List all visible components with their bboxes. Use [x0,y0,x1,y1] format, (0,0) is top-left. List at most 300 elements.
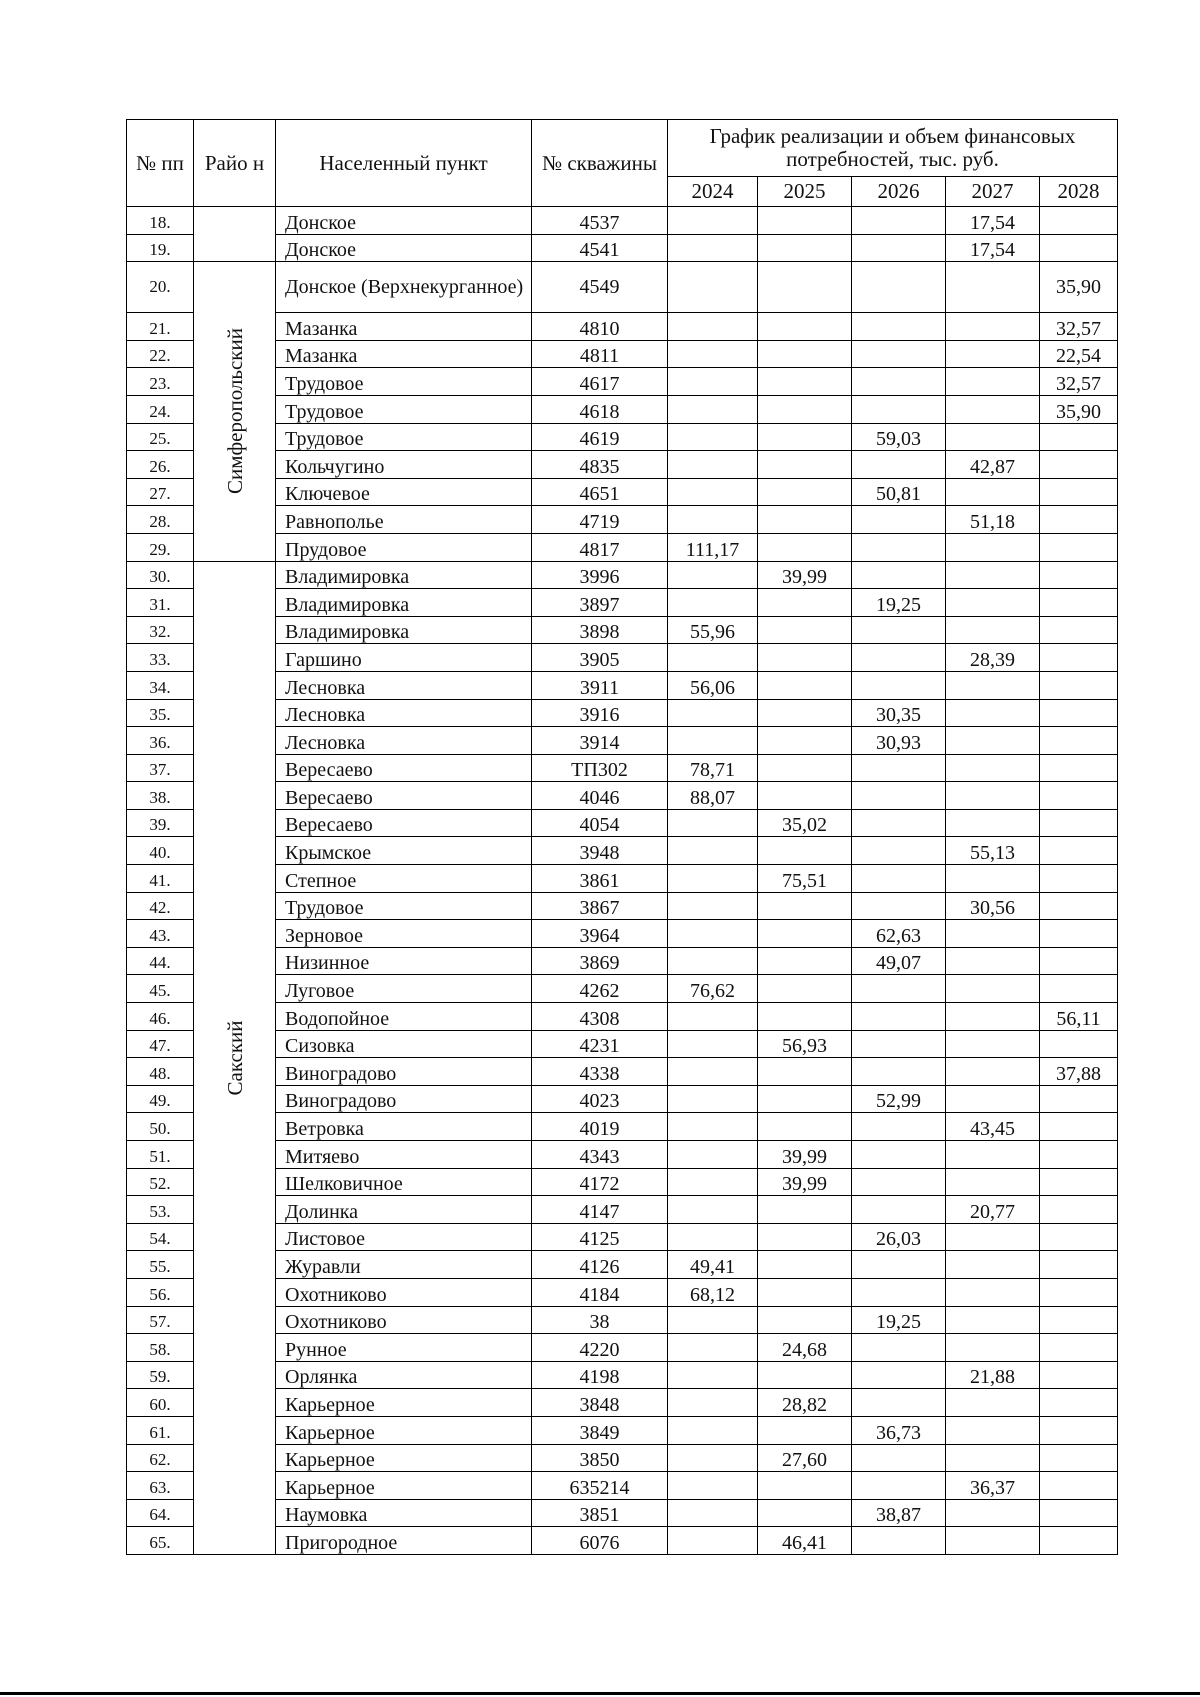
cost-2024 [668,1527,758,1555]
cost-2027 [946,561,1040,589]
header-year-2024: 2024 [668,177,758,207]
cost-2027 [946,533,1040,561]
cost-2025 [758,1113,852,1141]
cost-2027 [946,1030,1040,1058]
cost-2025 [758,1361,852,1389]
well-number: 3914 [532,727,668,755]
cost-2025: 75,51 [758,865,852,893]
row-number: 23. [127,368,194,396]
cost-2027: 36,37 [946,1472,1040,1500]
well-number: 3964 [532,920,668,948]
cost-2025 [758,1472,852,1500]
cost-2026 [852,782,946,810]
settlement-name: Прудовое [276,533,532,561]
cost-2024 [668,920,758,948]
cost-2028 [1040,533,1118,561]
cost-2027 [946,782,1040,810]
cost-2026 [852,1168,946,1196]
row-number: 33. [127,644,194,672]
cost-2025 [758,478,852,506]
row-number: 36. [127,727,194,755]
cost-2026 [852,1278,946,1306]
row-number: 43. [127,920,194,948]
row-number: 19. [127,234,194,262]
cost-2024 [668,451,758,479]
row-number: 47. [127,1030,194,1058]
cost-2025 [758,947,852,975]
cost-2024 [668,1499,758,1527]
settlement-name: Донское [276,234,532,262]
cost-2027 [946,1527,1040,1555]
cost-2027 [946,1444,1040,1472]
cost-2024 [668,313,758,341]
cost-2025: 39,99 [758,1141,852,1169]
cost-2025 [758,616,852,644]
cost-2025: 39,99 [758,1168,852,1196]
cost-2024: 78,71 [668,754,758,782]
settlement-name: Гаршино [276,644,532,672]
district-name: Сакский [222,1020,247,1096]
cost-2026 [852,395,946,423]
cost-2027 [946,1389,1040,1417]
settlement-name: Трудовое [276,892,532,920]
well-number: 3851 [532,1499,668,1527]
cost-2026: 49,07 [852,947,946,975]
cost-2026: 52,99 [852,1085,946,1113]
well-number: 4338 [532,1058,668,1086]
cost-2024 [668,865,758,893]
row-number: 28. [127,506,194,534]
well-number: 3850 [532,1444,668,1472]
cost-2028 [1040,1223,1118,1251]
cost-2027 [946,1141,1040,1169]
row-number: 40. [127,837,194,865]
cost-2024 [668,368,758,396]
settlement-name: Низинное [276,947,532,975]
row-number: 39. [127,809,194,837]
settlement-name: Журавли [276,1251,532,1279]
cost-2026 [852,451,946,479]
well-number: 4541 [532,234,668,262]
cost-2024: 111,17 [668,533,758,561]
row-number: 61. [127,1416,194,1444]
cost-2024 [668,506,758,534]
cost-2025 [758,423,852,451]
cost-2025: 56,93 [758,1030,852,1058]
cost-2028 [1040,1306,1118,1334]
cost-2027 [946,920,1040,948]
well-number: 3996 [532,561,668,589]
cost-2026 [852,313,946,341]
cost-2026 [852,671,946,699]
cost-2027 [946,809,1040,837]
cost-2025 [758,1416,852,1444]
cost-2028 [1040,616,1118,644]
settlement-name: Шелковичное [276,1168,532,1196]
cost-2026 [852,1058,946,1086]
well-number: 4537 [532,207,668,235]
cost-2027 [946,1416,1040,1444]
cost-2026: 19,25 [852,1306,946,1334]
well-number: ТП302 [532,754,668,782]
well-number: 4220 [532,1334,668,1362]
cost-2026 [852,754,946,782]
cost-2025 [758,920,852,948]
cost-2026 [852,865,946,893]
cost-2024 [668,1030,758,1058]
well-number: 3916 [532,699,668,727]
cost-2027: 20,77 [946,1196,1040,1224]
settlement-name: Крымское [276,837,532,865]
well-number: 4308 [532,1003,668,1031]
cost-2028 [1040,975,1118,1003]
cost-2028: 56,11 [1040,1003,1118,1031]
cost-2028 [1040,1361,1118,1389]
cost-2024 [668,699,758,727]
settlement-name: Сизовка [276,1030,532,1058]
row-number: 55. [127,1251,194,1279]
well-number: 4126 [532,1251,668,1279]
cost-2024 [668,1334,758,1362]
cost-2026 [852,1196,946,1224]
settlement-name: Охотниково [276,1306,532,1334]
settlement-name: Владимировка [276,561,532,589]
cost-2028 [1040,234,1118,262]
cost-2026: 62,63 [852,920,946,948]
row-number: 44. [127,947,194,975]
cost-2028 [1040,1085,1118,1113]
table-row [127,262,1118,313]
cost-2024 [668,1223,758,1251]
settlement-name: Пригородное [276,1527,532,1555]
cost-2027: 17,54 [946,207,1040,235]
cost-2024 [668,340,758,368]
cost-2028: 22,54 [1040,340,1118,368]
settlement-name: Наумовка [276,1499,532,1527]
cost-2027 [946,1334,1040,1362]
well-number: 3897 [532,589,668,617]
cost-2024 [668,1444,758,1472]
cost-2026 [852,1003,946,1031]
settlement-name: Виноградово [276,1085,532,1113]
row-number: 32. [127,616,194,644]
row-number: 26. [127,451,194,479]
cost-2028 [1040,865,1118,893]
cost-2028 [1040,809,1118,837]
settlement-name: Карьерное [276,1444,532,1472]
cost-2027 [946,423,1040,451]
row-number: 45. [127,975,194,1003]
cost-2027 [946,589,1040,617]
cost-2025: 46,41 [758,1527,852,1555]
cost-2026 [852,892,946,920]
cost-2024 [668,207,758,235]
cost-2024 [668,1472,758,1500]
cost-2027 [946,1251,1040,1279]
well-number: 3848 [532,1389,668,1417]
header-number: № пп [127,120,194,207]
cost-2025: 28,82 [758,1389,852,1417]
settlement-name: Равнополье [276,506,532,534]
cost-2024 [668,947,758,975]
cost-2028 [1040,478,1118,506]
row-number: 29. [127,533,194,561]
district-cell-blank [194,207,276,262]
cost-2025 [758,837,852,865]
header-schedule: График реализации и объем финансовых потребностей, тыс. руб. [668,120,1118,177]
cost-2027 [946,262,1040,313]
row-number: 62. [127,1444,194,1472]
row-number: 38. [127,782,194,810]
cost-2024: 49,41 [668,1251,758,1279]
cost-2027 [946,671,1040,699]
table-row [127,561,1118,589]
header-district: Райо н [194,120,276,207]
cost-2024 [668,1196,758,1224]
cost-2025 [758,1251,852,1279]
cost-2024 [668,234,758,262]
settlement-name: Ветровка [276,1113,532,1141]
cost-2027: 30,56 [946,892,1040,920]
cost-2025 [758,451,852,479]
cost-2027 [946,340,1040,368]
settlement-name: Охотниково [276,1278,532,1306]
district-cell-simferopol [194,262,276,561]
cost-2028: 37,88 [1040,1058,1118,1086]
cost-2026: 36,73 [852,1416,946,1444]
well-number: 4810 [532,313,668,341]
settlement-name: Трудовое [276,423,532,451]
settlement-name: Вересаево [276,809,532,837]
cost-2027 [946,1168,1040,1196]
cost-2028 [1040,1334,1118,1362]
settlement-name: Степное [276,865,532,893]
bottom-rule [0,1692,1200,1695]
cost-2025 [758,533,852,561]
cost-2027 [946,1003,1040,1031]
settlement-name: Луговое [276,975,532,1003]
cost-2026 [852,1141,946,1169]
well-number: 3905 [532,644,668,672]
cost-2025 [758,207,852,235]
cost-2028 [1040,1196,1118,1224]
well-number: 4184 [532,1278,668,1306]
well-number: 4125 [532,1223,668,1251]
row-number: 41. [127,865,194,893]
cost-2025 [758,340,852,368]
cost-2026: 30,35 [852,699,946,727]
settlement-name: Ключевое [276,478,532,506]
cost-2025 [758,1058,852,1086]
cost-2025 [758,395,852,423]
header-year-2026: 2026 [852,177,946,207]
cost-2027 [946,1278,1040,1306]
cost-2025: 35,02 [758,809,852,837]
cost-2026 [852,533,946,561]
row-number: 59. [127,1361,194,1389]
cost-2024 [668,1085,758,1113]
cost-2027 [946,478,1040,506]
cost-2026 [852,340,946,368]
cost-2027: 51,18 [946,506,1040,534]
well-number: 6076 [532,1527,668,1555]
cost-2028 [1040,727,1118,755]
cost-2028 [1040,947,1118,975]
cost-2027 [946,754,1040,782]
row-number: 30. [127,561,194,589]
table-row [127,207,1118,235]
cost-2027: 17,54 [946,234,1040,262]
well-number: 3869 [532,947,668,975]
row-number: 24. [127,395,194,423]
cost-2024 [668,727,758,755]
cost-2028 [1040,423,1118,451]
cost-2028 [1040,1527,1118,1555]
header-year-2025: 2025 [758,177,852,207]
cost-2026 [852,561,946,589]
cost-2028 [1040,699,1118,727]
well-number: 4231 [532,1030,668,1058]
cost-2028 [1040,837,1118,865]
cost-2024 [668,262,758,313]
cost-2026: 19,25 [852,589,946,617]
cost-2028 [1040,589,1118,617]
cost-2027: 21,88 [946,1361,1040,1389]
row-number: 37. [127,754,194,782]
cost-2025 [758,1223,852,1251]
cost-2028 [1040,506,1118,534]
settlement-name: Зерновое [276,920,532,948]
table-body [127,207,1118,1555]
cost-2025 [758,589,852,617]
cost-2024 [668,561,758,589]
cost-2028 [1040,207,1118,235]
cost-2027 [946,865,1040,893]
settlement-name: Донское (Верхнекурганное) [276,262,532,313]
cost-2028 [1040,671,1118,699]
cost-2025 [758,262,852,313]
well-number: 635214 [532,1472,668,1500]
cost-2027: 28,39 [946,644,1040,672]
cost-2025 [758,892,852,920]
well-number: 4054 [532,809,668,837]
cost-2024: 88,07 [668,782,758,810]
cost-2025: 27,60 [758,1444,852,1472]
row-number: 21. [127,313,194,341]
well-number: 4023 [532,1085,668,1113]
settlement-name: Водопойное [276,1003,532,1031]
row-number: 31. [127,589,194,617]
cost-2025 [758,1003,852,1031]
settlement-name: Карьерное [276,1472,532,1500]
cost-2028 [1040,1030,1118,1058]
row-number: 65. [127,1527,194,1555]
cost-2028: 35,90 [1040,262,1118,313]
table-header [127,120,1118,207]
cost-2025 [758,727,852,755]
cost-2025 [758,368,852,396]
cost-2028 [1040,1444,1118,1472]
settlement-name: Карьерное [276,1389,532,1417]
row-number: 56. [127,1278,194,1306]
settlement-name: Владимировка [276,589,532,617]
row-number: 52. [127,1168,194,1196]
cost-2026 [852,1527,946,1555]
cost-2027 [946,1058,1040,1086]
row-number: 63. [127,1472,194,1500]
row-number: 54. [127,1223,194,1251]
cost-2027 [946,1306,1040,1334]
cost-2028: 32,57 [1040,368,1118,396]
cost-2026 [852,506,946,534]
cost-2024 [668,589,758,617]
cost-2028 [1040,782,1118,810]
cost-2027: 55,13 [946,837,1040,865]
cost-2028: 35,90 [1040,395,1118,423]
well-number: 4617 [532,368,668,396]
well-number: 4618 [532,395,668,423]
cost-2026 [852,234,946,262]
cost-2027 [946,1223,1040,1251]
cost-2028 [1040,1416,1118,1444]
well-number: 4262 [532,975,668,1003]
settlement-name: Трудовое [276,395,532,423]
well-number: 3911 [532,671,668,699]
cost-2024 [668,1141,758,1169]
cost-2024 [668,644,758,672]
well-number: 3898 [532,616,668,644]
well-number: 3948 [532,837,668,865]
cost-2024: 76,62 [668,975,758,1003]
well-number: 4619 [532,423,668,451]
cost-2024 [668,1113,758,1141]
well-number: 4046 [532,782,668,810]
well-number: 4817 [532,533,668,561]
cost-2026 [852,837,946,865]
cost-2026 [852,1472,946,1500]
well-number: 4019 [532,1113,668,1141]
district-cell-saki [194,561,276,1554]
well-number: 3861 [532,865,668,893]
settlement-name: Владимировка [276,616,532,644]
cost-2027 [946,975,1040,1003]
cost-2026 [852,262,946,313]
cost-2028 [1040,892,1118,920]
cost-2027 [946,947,1040,975]
cost-2025 [758,699,852,727]
cost-2026 [852,1361,946,1389]
cost-2024 [668,837,758,865]
cost-2024 [668,809,758,837]
well-number: 4835 [532,451,668,479]
cost-2028 [1040,754,1118,782]
row-number: 25. [127,423,194,451]
cost-2024: 55,96 [668,616,758,644]
header-settlement: Населенный пункт [276,120,532,207]
cost-2027 [946,699,1040,727]
cost-2025 [758,975,852,1003]
settlement-name: Виноградово [276,1058,532,1086]
row-number: 34. [127,671,194,699]
cost-2025 [758,1306,852,1334]
cost-2024 [668,423,758,451]
cost-2028 [1040,451,1118,479]
cost-2027 [946,727,1040,755]
financing-table [126,119,1118,1555]
well-number: 4147 [532,1196,668,1224]
cost-2025 [758,1085,852,1113]
cost-2027 [946,616,1040,644]
